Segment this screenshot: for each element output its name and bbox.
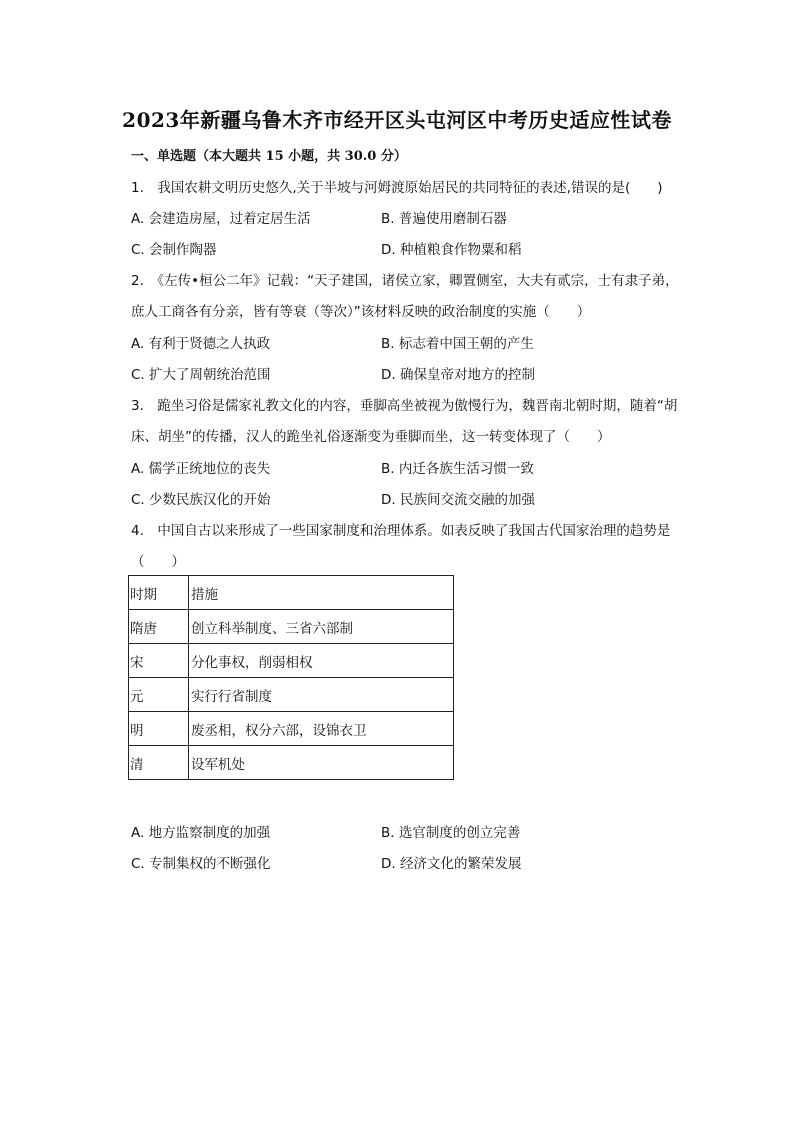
question-3-option-d[interactable]: D. 民族间交流交融的加强 xyxy=(381,492,535,508)
question-2-stem-line-2: 庶人工商各有分亲，皆有等衰（等次）”该材料反映的政治制度的实施（ ） xyxy=(131,304,591,320)
table-cell-period: 隋唐 xyxy=(129,610,189,644)
table-cell-measure: 实行行省制度 xyxy=(189,678,454,712)
question-4-table xyxy=(128,575,454,780)
question-1-stem: 1. 我国农耕文明历史悠久,关于半坡与河姆渡原始居民的共同特征的表述,错误的是( ) xyxy=(131,180,663,196)
question-3-option-c[interactable]: C. 少数民族汉化的开始 xyxy=(131,492,271,508)
table-cell-measure: 设军机处 xyxy=(189,746,454,780)
question-3-stem-line-2: 床、胡坐”的传播，汉人的跪坐礼俗逐渐变为垂脚而坐，这一转变体现了（ ） xyxy=(131,429,611,445)
table-cell-measure: 废丞相，权分六部，设锦衣卫 xyxy=(189,712,454,746)
table-cell-period: 明 xyxy=(129,712,189,746)
table-cell-measure: 分化事权，削弱相权 xyxy=(189,644,454,678)
question-1-option-a[interactable]: A. 会建造房屋，过着定居生活 xyxy=(131,211,311,227)
question-4-stem-line-2: （ ） xyxy=(131,554,185,570)
table-row xyxy=(129,610,454,644)
question-2-option-c[interactable]: C. 扩大了周朝统治范围 xyxy=(131,367,271,383)
question-3-stem-line-1: 3. 跪坐习俗是儒家礼教文化的内容，垂脚高坐被视为傲慢行为，魏晋南北朝时期，随着“胡 xyxy=(131,398,678,414)
section-heading: 一、单选题（本大题共 15 小题，共 30.0 分） xyxy=(131,149,407,164)
table-cell-measure: 创立科举制度、三省六部制 xyxy=(189,610,454,644)
question-4-stem-line-1: 4. 中国自古以来形成了一些国家制度和治理体系。如表反映了我国古代国家治理的趋势是 xyxy=(131,523,671,539)
table-cell-period: 宋 xyxy=(129,644,189,678)
question-4-option-b[interactable]: B. 选官制度的创立完善 xyxy=(381,825,521,841)
table-row xyxy=(129,712,454,746)
question-2-option-d[interactable]: D. 确保皇帝对地方的控制 xyxy=(381,367,535,383)
question-2-option-b[interactable]: B. 标志着中国王朝的产生 xyxy=(381,336,534,352)
table-cell-period: 元 xyxy=(129,678,189,712)
question-3-option-a[interactable]: A. 儒学正统地位的丧失 xyxy=(131,461,271,477)
table-cell-period: 清 xyxy=(129,746,189,780)
table-row xyxy=(129,746,454,780)
table-header-row xyxy=(129,576,454,610)
question-1-option-c[interactable]: C. 会制作陶器 xyxy=(131,242,217,258)
question-3-option-b[interactable]: B. 内迁各族生活习惯一致 xyxy=(381,461,534,477)
question-4-option-d[interactable]: D. 经济文化的繁荣发展 xyxy=(381,856,522,872)
page-title: 2023年新疆乌鲁木齐市经开区头屯河区中考历史适应性试卷 xyxy=(122,108,672,132)
question-2-option-a[interactable]: A. 有利于贤德之人执政 xyxy=(131,336,271,352)
question-2-stem-line-1: 2. 《左传•桓公二年》记载：“天子建国，诸侯立家，卿置侧室，大夫有贰宗，士有隶子弟， xyxy=(131,273,679,289)
table-header-cell: 时期 xyxy=(129,576,189,610)
question-4-option-a[interactable]: A. 地方监察制度的加强 xyxy=(131,825,271,841)
table-header-cell: 措施 xyxy=(189,576,454,610)
question-1-option-b[interactable]: B. 普遍使用磨制石器 xyxy=(381,211,507,227)
table-row xyxy=(129,678,454,712)
question-4-option-c[interactable]: C. 专制集权的不断强化 xyxy=(131,856,271,872)
table-row xyxy=(129,644,454,678)
question-1-option-d[interactable]: D. 种植粮食作物粟和稻 xyxy=(381,242,522,258)
